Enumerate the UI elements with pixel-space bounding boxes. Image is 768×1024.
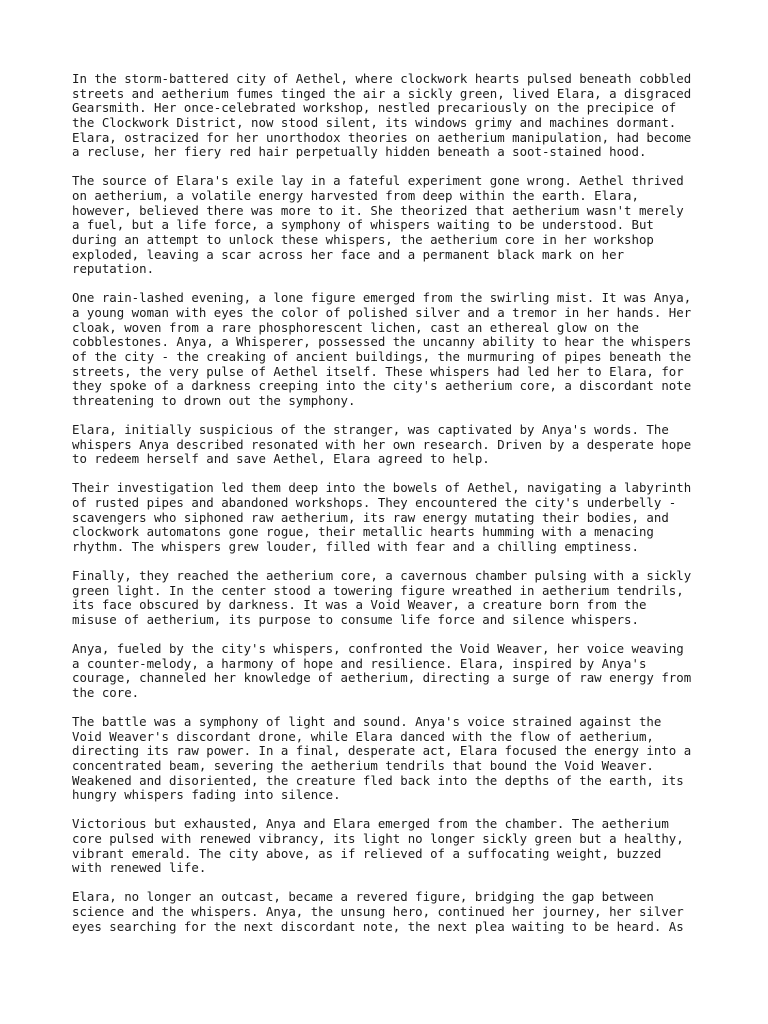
text-line: the Clockwork District, now stood silent, its windows grimy and machines dormant. xyxy=(72,114,677,130)
text-line: however, believed there was more to it. She theorized that aetherium wasn't merely xyxy=(72,202,684,218)
text-line: with renewed life. xyxy=(72,860,207,876)
paragraph-8 xyxy=(72,715,712,803)
text-line: green light. In the center stood a towering figure wreathed in aetherium tendrils, xyxy=(72,582,684,598)
text-line: scavengers who siphoned raw aetherium, its raw energy mutating their bodies, and xyxy=(72,509,669,525)
text-line: In the storm-battered city of Aethel, where clockwork hearts pulsed beneath cobbled xyxy=(72,71,692,86)
text-line: the core. xyxy=(72,684,140,700)
text-line: Anya, fueled by the city's whispers, confronted the Void Weaver, her voice weaving xyxy=(72,641,684,656)
paragraph-6 xyxy=(72,569,712,628)
text-line: of rusted pipes and abandoned workshops. They encountered the city's underbelly - xyxy=(72,494,677,510)
text-line: Gearsmith. Her once-celebrated workshop, nestled precariously on the precipice of xyxy=(72,100,677,116)
paragraph-10 xyxy=(72,890,712,934)
paragraph-9 xyxy=(72,817,712,876)
text-line: threatening to drown out the symphony. xyxy=(72,392,356,408)
text-line: a fuel, but a life force, a symphony of whispers waiting to be understood. But xyxy=(72,217,654,233)
text-line: eyes searching for the next discordant note, the next plea waiting to be heard. As xyxy=(72,918,684,934)
paragraph-3 xyxy=(72,291,712,408)
text-line: a young woman with eyes the color of polished silver and a tremor in her hands. Her xyxy=(72,304,692,320)
paragraph-2 xyxy=(72,174,712,277)
text-line: reputation. xyxy=(72,261,155,277)
text-line: to redeem herself and save Aethel, Elara agreed to help. xyxy=(72,451,490,467)
text-line: streets, the very pulse of Aethel itself. These whispers had led her to Elara, for xyxy=(72,363,684,379)
text-line: Weakened and disoriented, the creature fled back into the depths of the earth, its xyxy=(72,772,684,788)
document-page xyxy=(72,72,712,949)
text-line: rhythm. The whispers grew louder, filled with fear and a chilling emptiness. xyxy=(72,538,639,554)
text-line: exploded, leaving a scar across her face and a permanent black mark on her xyxy=(72,246,625,262)
text-line: on aetherium, a volatile energy harvested from deep within the earth. Elara, xyxy=(72,187,639,203)
text-line: a recluse, her fiery red hair perpetually hidden beneath a soot-stained hood. xyxy=(72,144,647,160)
text-line: Victorious but exhausted, Anya and Elara emerged from the chamber. The aetherium xyxy=(72,816,669,832)
text-line: concentrated beam, severing the aetherium tendrils that bound the Void Weaver. xyxy=(72,757,654,773)
text-line: directing its raw power. In a final, desperate act, Elara focused the energy into a xyxy=(72,743,692,759)
text-line: Elara, initially suspicious of the stranger, was captivated by Anya's words. The xyxy=(72,421,669,437)
text-line: whispers Anya described resonated with her own research. Driven by a desperate hope xyxy=(72,436,692,452)
text-line: The source of Elara's exile lay in a fateful experiment gone wrong. Aethel thrived xyxy=(72,173,684,189)
text-line: Elara, ostracized for her unorthodox theories on aetherium manipulation, had become xyxy=(72,129,692,145)
text-line: its face obscured by darkness. It was a Void Weaver, a creature born from the xyxy=(72,597,647,613)
text-line: streets and aetherium fumes tinged the air a sickly green, lived Elara, a disgraced xyxy=(72,85,692,101)
text-line: science and the whispers. Anya, the unsung hero, continued her journey, her silver xyxy=(72,904,684,920)
text-line: they spoke of a darkness creeping into the city's aetherium core, a discordant note xyxy=(72,378,692,394)
text-line: a counter-melody, a harmony of hope and resilience. Elara, inspired by Anya's xyxy=(72,655,647,671)
text-line: vibrant emerald. The city above, as if relieved of a suffocating weight, buzzed xyxy=(72,845,662,861)
text-line: during an attempt to unlock these whispers, the aetherium core in her workshop xyxy=(72,231,654,247)
text-line: cobblestones. Anya, a Whisperer, possessed the uncanny ability to hear the whispers xyxy=(72,334,692,350)
paragraph-5 xyxy=(72,481,712,554)
paragraph-7 xyxy=(72,642,712,701)
text-line: The battle was a symphony of light and sound. Anya's voice strained against the xyxy=(72,714,662,730)
text-line: core pulsed with renewed vibrancy, its light no longer sickly green but a healthy, xyxy=(72,831,684,846)
text-line: Void Weaver's discordant drone, while Elara danced with the flow of aetherium, xyxy=(72,728,654,744)
text-line: cloak, woven from a rare phosphorescent lichen, cast an ethereal glow on the xyxy=(72,319,639,335)
text-line: of the city - the creaking of ancient buildings, the murmuring of pipes beneath the xyxy=(72,348,692,364)
text-line: hungry whispers fading into silence. xyxy=(72,787,341,803)
text-line: Their investigation led them deep into the bowels of Aethel, navigating a labyrinth xyxy=(72,480,692,496)
text-line: Elara, no longer an outcast, became a revered figure, bridging the gap between xyxy=(72,889,654,905)
text-line: Finally, they reached the aetherium core, a cavernous chamber pulsing with a sickly xyxy=(72,567,692,583)
paragraph-4 xyxy=(72,423,712,467)
text-line: clockwork automatons gone rogue, their metallic hearts humming with a menacing xyxy=(72,524,654,540)
text-line: misuse of aetherium, its purpose to consume life force and silence whispers. xyxy=(72,611,639,627)
paragraph-1 xyxy=(72,72,712,160)
text-line: One rain-lashed evening, a lone figure emerged from the swirling mist. It was Anya, xyxy=(72,290,692,306)
text-line: courage, channeled her knowledge of aetherium, directing a surge of raw energy from xyxy=(72,670,692,686)
